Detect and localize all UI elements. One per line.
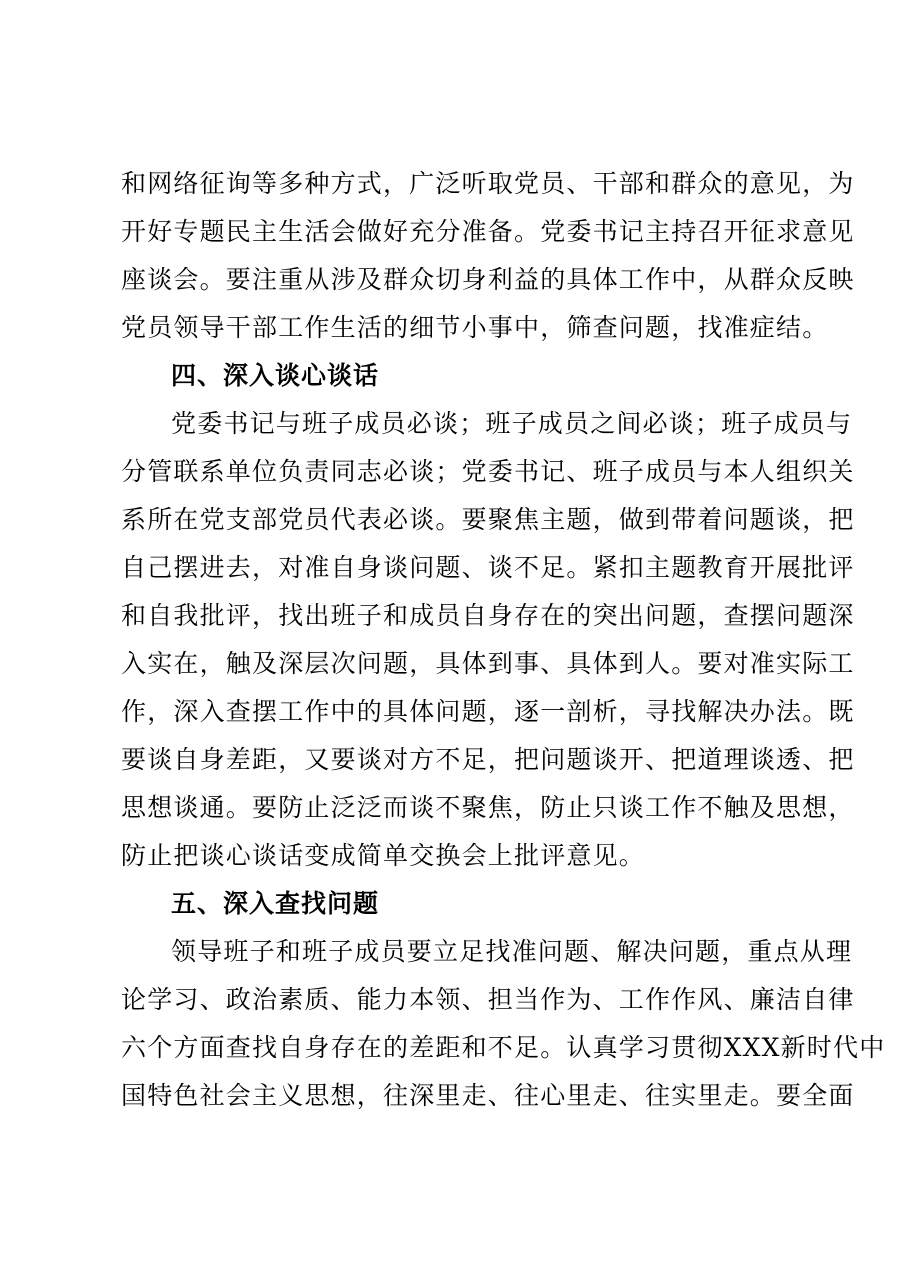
paragraph-line: 和网络征询等多种方式，广泛听取党员、干部和群众的意见，为 (121, 169, 855, 198)
paragraph-line: 系所在党支部党员代表必谈。要聚焦主题，做到带着问题谈，把 (121, 505, 855, 534)
paragraph-line: 分管联系单位负责同志必谈；党委书记、班子成员与本人组织关 (121, 457, 855, 486)
paragraph-line: 开好专题民主生活会做好充分准备。党委书记主持召开征求意见 (121, 217, 855, 246)
paragraph-line: 作，深入查摆工作中的具体问题，逐一剖析，寻找解决办法。既 (121, 697, 855, 726)
section-heading: 五、深入查找问题 (171, 889, 380, 918)
paragraph-line: 党员领导干部工作生活的细节小事中，筛查问题，找准症结。 (121, 313, 829, 342)
paragraph-line: 领导班子和班子成员要立足找准问题、解决问题，重点从理 (171, 937, 853, 966)
paragraph-line: 防止把谈心谈话变成简单交换会上批评意见。 (121, 841, 646, 870)
paragraph-line: 思想谈通。要防止泛泛而谈不聚焦，防止只谈工作不触及思想， (121, 793, 855, 822)
paragraph-line: 自己摆进去，对准自身谈问题、谈不足。紧扣主题教育开展批评 (121, 553, 855, 582)
paragraph-line: 论学习、政治素质、能力本领、担当作为、工作作风、廉洁自律 (121, 985, 855, 1014)
paragraph-line: 要谈自身差距，又要谈对方不足，把问题谈开、把道理谈透、把 (121, 745, 855, 774)
paragraph-line: 国特色社会主义思想，往深里走、往心里走、往实里走。要全面 (121, 1081, 855, 1110)
paragraph-line: 六个方面查找自身存在的差距和不足。认真学习贯彻XXX新时代中 (121, 1033, 886, 1062)
section-heading: 四、深入谈心谈话 (171, 361, 380, 390)
paragraph-line: 入实在，触及深层次问题，具体到事、具体到人。要对准实际工 (121, 649, 855, 678)
paragraph-line: 和自我批评，找出班子和成员自身存在的突出问题，查摆问题深 (121, 601, 855, 630)
paragraph-line: 党委书记与班子成员必谈；班子成员之间必谈；班子成员与 (171, 409, 853, 438)
paragraph-line: 座谈会。要注重从涉及群众切身利益的具体工作中，从群众反映 (121, 265, 855, 294)
